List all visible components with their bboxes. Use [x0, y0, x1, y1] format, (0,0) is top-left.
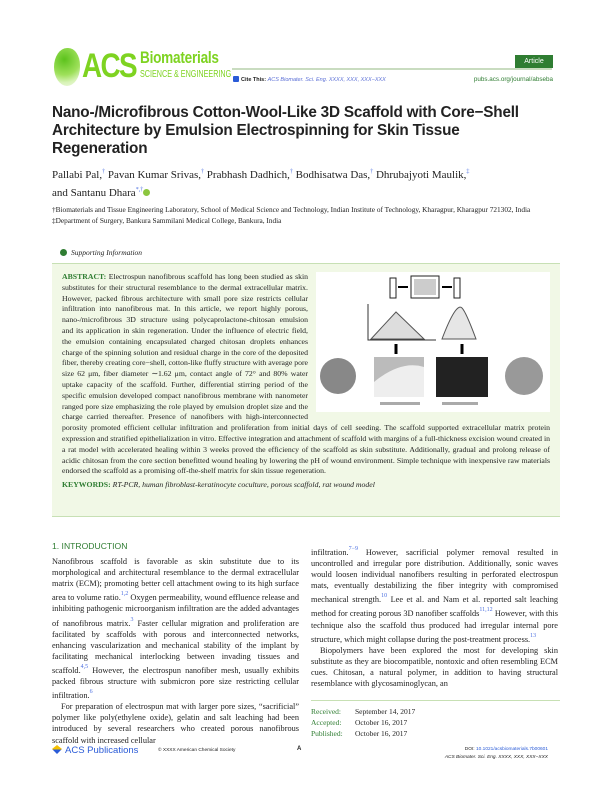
acs-publications-logo: [52, 745, 138, 756]
article-title: Nano-/Microfibrous Cotton-Wool-Like 3D Scaffold with Core−Shell Architecture by Emulsion Electrospinning for Skin Tissue Regeneration: [52, 104, 519, 157]
publication-dates: [311, 700, 560, 739]
copyright: © XXXX American Chemical Society: [158, 748, 236, 753]
doi-label: DOI:: [464, 747, 476, 752]
reference-link[interactable]: 7−9: [348, 546, 358, 552]
reference-link[interactable]: 6: [89, 689, 93, 696]
doi-block: [445, 746, 548, 762]
accepted-label: Accepted:: [311, 717, 342, 727]
abstract-text: Electrospun nanofibrous scaffold has long been studied as skin substitutes for their structural resemblance to the dermal extracellular matrix. However, packed fibrous architecture with small pore size restricts cellular infiltration into nanofibrous mat. In this article, we report highly porous, nano-/microfibrous 3D structure using polycaprolactone-chitosan emulsion and its application in skin regeneration. Under the influence of electric field, the emulsion containing encapsulated charged chitosan droplets enhances charge of the spinning solution and residual charge in the core of the deposited fiber, thereby creating core−shell, cotton-like fluffy structure with average pore size 62 μm, fiber diameter ∼1.62 μm, contact angle of 72° and 80% water uptake capacity of the scaffold. Further, differential stirring period of the specific emulsion developed compact nanofibrous membrane with nanometer ranged pore size emphasizing the role played by emulsion droplet size and the charge carried thereafter. Presence of nanofibers with high-interconnected porosity promoted efficient cellular infiltration and proliferation from initial days of cell seeding. The scaffold supported extracellular matrix protein expression and stratified epithelialization in vitro. Effective integration and attachment of scaffold with margins of a full-thickness excision wound created in a rat model with accelerated healing within 3 weeks proved the efficiency of the scaffold as skin substitute. Additionally, gradual and prolong release of acidic chitosan from the core section benefitted wound healing by lowering the pH of wound environment. Simple technique with inexpensive raw materials endorsed the scaffold as a promising off-the-shelf matrix for skin tissue regeneration.: [62, 272, 550, 476]
header-divider: [232, 68, 552, 70]
author-name: Pavan Kumar Srivas,: [107, 169, 202, 181]
published-date: October 16, 2017: [355, 728, 408, 738]
doi-link[interactable]: 10.1021/acsbiomaterials.7b00601: [475, 747, 548, 752]
affiliation-mark[interactable]: †: [201, 169, 205, 175]
reference-link[interactable]: 10: [381, 593, 388, 600]
reference-link[interactable]: 1,2: [120, 591, 129, 598]
logo-acs: ACS: [82, 47, 136, 85]
reference-link[interactable]: 4,5: [80, 663, 89, 670]
affiliation-mark[interactable]: †: [289, 169, 293, 175]
cite-reference[interactable]: ACS Biomater. Sci. Eng. XXXX, XXX, XXX−XXX: [267, 77, 386, 83]
received-date: September 14, 2017: [355, 707, 416, 716]
keywords-list: RT-PCR, human fibroblast-keratinocyte coculture, porous scaffold, rat wound model: [112, 480, 375, 490]
affiliations: [52, 204, 562, 226]
right-paragraphs: [311, 544, 558, 689]
author-name: Dhrubajyoti Maulik,: [375, 169, 467, 181]
cite-this[interactable]: [233, 76, 386, 83]
published-label: Published:: [311, 728, 343, 738]
paragraph: Biopolymers have been explored the most for developing skin substitute as they are biocompatible, nontoxic and often resembling ECM cues. Chitosan, a natural polymer, in addition to having structural resemblance with glycosaminoglycan, an: [311, 645, 558, 689]
publisher-name: ACS Publications: [65, 745, 139, 756]
page-number: A: [297, 746, 302, 752]
acs-publications-icon: [52, 745, 62, 754]
journal-logo-emblem: [54, 48, 80, 86]
paragraph: infiltration.$^{7-9}$ However, sacrificial polymer removal resulted in uncontrolled and irregular pore distribution. Additionally, sonic waves would loosen individual nanofibers resulting in perforated electrospun mats, eventually destabilizing the fiber integrity with compromised mechanical strength.$^{10}$ Lee et al. and Nam et al. reported salt leaching method for creating porous 3D nanofiber scaffolds$^{11,12}$ However, with this technique also the scaffold thus produced had irregular internal pore structure, which might collapse during the post-treatment process.$^{13}$: [311, 546, 558, 644]
journal-logo: [54, 46, 234, 90]
left-paragraphs: [52, 556, 299, 746]
paragraph: For preparation of electrospun mat with larger pore sizes, “sacrificial” polymer like poly(ethylene oxide), gelatin and salt leaching had been introduced by several researchers who created porous nanofibrous scaffold with increased cellular: [52, 702, 299, 745]
paragraph: Nanofibrous scaffold is favorable as skin substitute due to its morphological and architectural resemblance to the dermal extracellular matrix (ECM); promoting better cell attachment owing to its high surface area to volume ratio.$^{1,2}$ Oxygen permeability, wound effluence release and inhibiting pathogenic microorganism infiltration are the added advantages of nanofibrous matrix.$^3$ Faster cellular migration and proliferation are facilitated by scaffolds with porous and interconnected networks, enhancing vascularization and mechanical stability of the implant by facilitating mechanical interlocking between invading tissues and scaffold.$^{4,5}$ However, the electrospun nanofiber mesh, usually exhibits packed fibrous structure with submicron pore size restricting cellular infiltration.$^6$: [52, 557, 299, 701]
intro-right-column: [311, 544, 558, 689]
author-list: [52, 165, 552, 201]
section-heading: 1. INTRODUCTION: [52, 541, 128, 551]
keywords: [62, 480, 550, 491]
author-name: Pallabi Pal,: [52, 169, 103, 181]
accepted-date: October 16, 2017: [355, 717, 408, 727]
affiliation-mark[interactable]: †: [370, 169, 374, 175]
logo-science-engineering: SCIENCE & ENGINEERING: [140, 69, 232, 80]
affiliation-mark[interactable]: †: [102, 169, 106, 175]
supporting-information-link[interactable]: [60, 248, 142, 257]
toc-graphic-image: [316, 272, 550, 412]
author-name: Prabhash Dadhich,: [206, 169, 290, 181]
cite-icon: [233, 76, 239, 82]
reference-link[interactable]: 3: [130, 616, 134, 623]
reference-link[interactable]: 11,12: [479, 607, 493, 614]
orcid-icon[interactable]: [143, 189, 150, 196]
received-label: Received:: [311, 707, 341, 716]
toc-graphic: [316, 272, 550, 412]
affiliation-mark[interactable]: *,†: [135, 187, 144, 193]
affiliation: ‡Department of Surgery, Bankura Sammilani Medical College, Bankura, India: [52, 216, 282, 225]
abstract-label: ABSTRACT:: [62, 272, 107, 281]
footer-citation: ACS Biomater. Sci. Eng. XXXX, XXX, XXX−XXX: [444, 755, 548, 760]
supporting-info-label: Supporting Information: [71, 248, 143, 257]
author-name: and Santanu Dhara: [52, 187, 136, 199]
article-type-badge: Article: [515, 55, 553, 68]
affiliation-mark[interactable]: ‡: [466, 169, 470, 175]
abstract-box: [52, 263, 560, 517]
journal-url[interactable]: pubs.acs.org/journal/abseba: [473, 76, 553, 83]
cite-label: Cite This:: [241, 77, 267, 83]
intro-left-column: [52, 541, 299, 746]
author-name: Bodhisatwa Das,: [295, 169, 371, 181]
reference-link[interactable]: 13: [530, 632, 537, 639]
supporting-info-icon: [60, 249, 67, 256]
affiliation: †Biomaterials and Tissue Engineering Laboratory, School of Medical Science and Technology, Indian Institute of Technology, Kharagpur, Kharagpur 721302, India: [52, 205, 531, 214]
keywords-label: KEYWORDS:: [62, 480, 111, 490]
logo-biomaterials: Biomaterials: [140, 48, 219, 67]
